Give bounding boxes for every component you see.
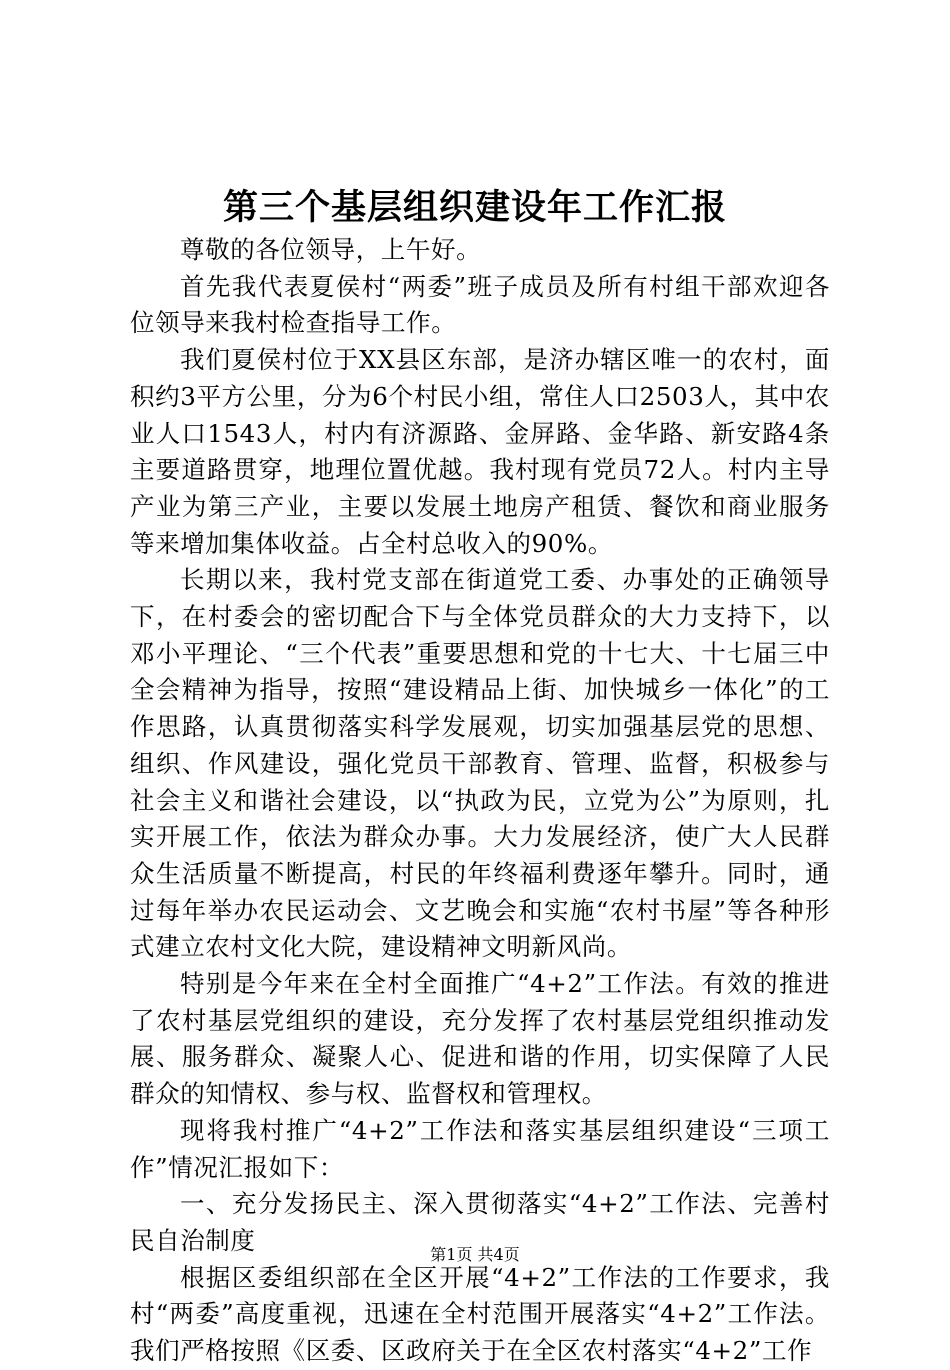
- paragraph-implementation: 根据区委组织部在全区开展“4+2”工作法的工作要求，我村“两委”高度重视，迅速在全村范围开展落实“4+2”工作法。我们严格按照《区委、区政府关于在全区农村落实“4+2”工作: [130, 1262, 830, 1366]
- paragraph-work-method: 特别是今年来在全村全面推广“4+2”工作法。有效的推进了农村基层党组织的建设，充分发挥了农村基层党组织推动发展、服务群众、凝聚人心、促进和谐的作用，切实保障了人民群众的知情权、参与权、监督权和管理权。: [130, 969, 830, 1109]
- document-body: [130, 232, 830, 1370]
- paragraph-welcome: 首先我代表夏侯村“两委”班子成员及所有村组干部欢迎各位领导来我村检查指导工作。: [130, 271, 830, 338]
- paragraph-greeting: 尊敬的各位领导，上午好。: [180, 235, 482, 264]
- section-heading-one: 一、充分发扬民主、深入贯彻落实“4+2”工作法、完善村民自治制度: [130, 1189, 830, 1255]
- paragraph-village-overview: 我们夏侯村位于XX县区东部，是济办辖区唯一的农村，面积约3平方公里，分为6个村民小组，常住人口2503人，其中农业人口1543人，村内有济源路、金屏路、金华路、新安路4条主要道路贯穿，地理位置优越。我村现有党员72人。村内主导产业为第三产业，主要以发展土地房产租赁、餐饮和商业服务等来增加集体收益。占全村总收入的90%。: [130, 345, 830, 558]
- paragraph-report-intro: 现将我村推广“4+2”工作法和落实基层组织建设“三项工作”情况汇报如下：: [130, 1115, 830, 1182]
- page-footer: 第1页 共4页: [430, 1245, 520, 1264]
- paragraph-party-leadership: 长期以来，我村党支部在街道党工委、办事处的正确领导下，在村委会的密切配合下与全体党员群众的大力支持下，以邓小平理论、“三个代表”重要思想和党的十七大、十七届三中全会精神为指导，按照“建设精品上街、加快城乡一体化”的工作思路，认真贯彻落实科学发展观，切实加强基层党的思想、组织、作风建设，强化党员干部教育、管理、监督，积极参与社会主义和谐社会建设，以“执政为民，立党为公”为原则，扎实开展工作，依法为群众办事。大力发展经济，使广大人民群众生活质量不断提高，村民的年终福利费逐年攀升。同时，通过每年举办农民运动会、文艺晚会和实施“农村书屋”等各种形式建立农村文化大院，建设精神文明新风尚。: [130, 565, 830, 962]
- document-title: 第三个基层组织建设年工作汇报: [222, 187, 727, 228]
